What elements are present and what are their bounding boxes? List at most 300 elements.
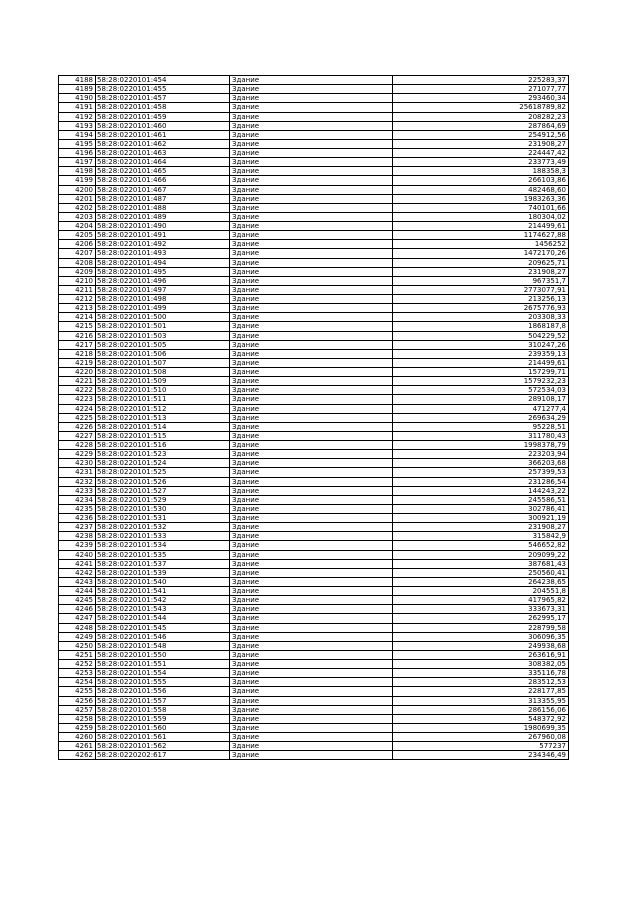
object-type-cell: Здание [230, 486, 393, 495]
cadastral-value-cell: 144243,22 [393, 486, 569, 495]
cadastral-value-cell: 250560,41 [393, 568, 569, 577]
cadastral-value-cell: 335116,78 [393, 669, 569, 678]
cadastral-value-cell: 239359,13 [393, 349, 569, 358]
cadastral-number-cell: 58:28:0220101:534 [96, 541, 230, 550]
row-number-cell: 4221 [59, 377, 96, 386]
cadastral-number-cell: 58:28:0220101:511 [96, 395, 230, 404]
cadastral-value-cell: 1174627,88 [393, 231, 569, 240]
cadastral-value-cell: 300921,19 [393, 514, 569, 523]
cadastral-number-cell: 58:28:0220101:523 [96, 450, 230, 459]
row-number-cell: 4206 [59, 240, 96, 249]
cadastral-number-cell: 58:28:0220101:541 [96, 587, 230, 596]
cadastral-value-cell: 257399,53 [393, 468, 569, 477]
table-row [59, 541, 569, 550]
table-row [59, 194, 569, 203]
cadastral-value-cell: 209099,22 [393, 550, 569, 559]
table-row [59, 167, 569, 176]
row-number-cell: 4252 [59, 660, 96, 669]
object-type-cell: Здание [230, 94, 393, 103]
cadastral-number-cell: 58:28:0220101:465 [96, 167, 230, 176]
cadastral-number-cell: 58:28:0220101:546 [96, 632, 230, 641]
cadastral-value-cell: 231908,27 [393, 523, 569, 532]
table-row [59, 441, 569, 450]
cadastral-value-cell: 271077,77 [393, 85, 569, 94]
object-type-cell: Здание [230, 468, 393, 477]
cadastral-number-cell: 58:28:0220101:506 [96, 349, 230, 358]
table-row [59, 176, 569, 185]
table-row [59, 705, 569, 714]
row-number-cell: 4262 [59, 751, 96, 760]
object-type-cell: Здание [230, 605, 393, 614]
cadastral-number-cell: 58:28:0220101:459 [96, 112, 230, 121]
cadastral-value-cell: 548372,92 [393, 714, 569, 723]
table-row [59, 295, 569, 304]
cadastral-value-cell: 504229,52 [393, 331, 569, 340]
cadastral-value-cell: 234346,49 [393, 751, 569, 760]
row-number-cell: 4230 [59, 459, 96, 468]
table-row [59, 468, 569, 477]
cadastral-number-cell: 58:28:0220101:561 [96, 733, 230, 742]
cadastral-number-cell: 58:28:0220101:532 [96, 523, 230, 532]
table-row [59, 222, 569, 231]
cadastral-value-cell: 967351,7 [393, 276, 569, 285]
object-type-cell: Здание [230, 678, 393, 687]
cadastral-number-cell: 58:28:0220101:562 [96, 742, 230, 751]
table-row [59, 377, 569, 386]
row-number-cell: 4196 [59, 149, 96, 158]
table-row [59, 605, 569, 614]
row-number-cell: 4246 [59, 605, 96, 614]
cadastral-number-cell: 58:28:0220101:555 [96, 678, 230, 687]
cadastral-value-cell: 157299,71 [393, 368, 569, 377]
table-row [59, 349, 569, 358]
object-type-cell: Здание [230, 285, 393, 294]
table-row [59, 495, 569, 504]
object-type-cell: Здание [230, 340, 393, 349]
cadastral-value-cell: 1579232,23 [393, 377, 569, 386]
cadastral-number-cell: 58:28:0220101:526 [96, 477, 230, 486]
table-row [59, 267, 569, 276]
cadastral-number-cell: 58:28:0220101:503 [96, 331, 230, 340]
cadastral-value-cell: 224447,42 [393, 149, 569, 158]
cadastral-value-cell: 313355,95 [393, 696, 569, 705]
table-row [59, 313, 569, 322]
data-table [58, 75, 569, 760]
object-type-cell: Здание [230, 149, 393, 158]
cadastral-number-cell: 58:28:0220101:539 [96, 568, 230, 577]
row-number-cell: 4242 [59, 568, 96, 577]
cadastral-number-cell: 58:28:0220101:499 [96, 304, 230, 313]
cadastral-value-cell: 577237 [393, 742, 569, 751]
object-type-cell: Здание [230, 532, 393, 541]
object-type-cell: Здание [230, 459, 393, 468]
cadastral-value-cell: 208282,23 [393, 112, 569, 121]
cadastral-value-cell: 254912,56 [393, 130, 569, 139]
cadastral-number-cell: 58:28:0220101:515 [96, 431, 230, 440]
object-type-cell: Здание [230, 733, 393, 742]
object-type-cell: Здание [230, 596, 393, 605]
table-row [59, 158, 569, 167]
object-type-cell: Здание [230, 559, 393, 568]
table-row [59, 723, 569, 732]
object-type-cell: Здание [230, 450, 393, 459]
table-row [59, 231, 569, 240]
table-row [59, 577, 569, 586]
cadastral-value-cell: 315842,9 [393, 532, 569, 541]
row-number-cell: 4244 [59, 587, 96, 596]
row-number-cell: 4200 [59, 185, 96, 194]
cadastral-value-cell: 2675776,93 [393, 304, 569, 313]
row-number-cell: 4254 [59, 678, 96, 687]
row-number-cell: 4250 [59, 641, 96, 650]
row-number-cell: 4261 [59, 742, 96, 751]
cadastral-value-cell: 245586,51 [393, 495, 569, 504]
object-type-cell: Здание [230, 313, 393, 322]
table-row [59, 431, 569, 440]
table-body [59, 76, 569, 760]
cadastral-number-cell: 58:28:0220101:505 [96, 340, 230, 349]
cadastral-number-cell: 58:28:0220101:463 [96, 149, 230, 158]
row-number-cell: 4228 [59, 441, 96, 450]
cadastral-value-cell: 267960,08 [393, 733, 569, 742]
cadastral-number-cell: 58:28:0220101:516 [96, 441, 230, 450]
object-type-cell: Здание [230, 623, 393, 632]
cadastral-value-cell: 310247,26 [393, 340, 569, 349]
object-type-cell: Здание [230, 358, 393, 367]
object-type-cell: Здание [230, 422, 393, 431]
cadastral-value-cell: 387681,43 [393, 559, 569, 568]
cadastral-number-cell: 58:28:0220101:467 [96, 185, 230, 194]
cadastral-value-cell: 95228,51 [393, 422, 569, 431]
cadastral-number-cell: 58:28:0220101:531 [96, 514, 230, 523]
cadastral-value-cell: 231908,27 [393, 267, 569, 276]
row-number-cell: 4207 [59, 249, 96, 258]
object-type-cell: Здание [230, 121, 393, 130]
table-row [59, 641, 569, 650]
table-row [59, 523, 569, 532]
object-type-cell: Здание [230, 742, 393, 751]
row-number-cell: 4202 [59, 203, 96, 212]
table-row [59, 413, 569, 422]
cadastral-value-cell: 289108,17 [393, 395, 569, 404]
object-type-cell: Здание [230, 669, 393, 678]
cadastral-value-cell: 311780,43 [393, 431, 569, 440]
object-type-cell: Здание [230, 514, 393, 523]
object-type-cell: Здание [230, 167, 393, 176]
table-row [59, 742, 569, 751]
object-type-cell: Здание [230, 85, 393, 94]
row-number-cell: 4234 [59, 495, 96, 504]
object-type-cell: Здание [230, 404, 393, 413]
table-row [59, 660, 569, 669]
object-type-cell: Здание [230, 632, 393, 641]
table-row [59, 751, 569, 760]
cadastral-number-cell: 58:28:0220101:490 [96, 222, 230, 231]
table-row [59, 614, 569, 623]
cadastral-number-cell: 58:28:0220101:508 [96, 368, 230, 377]
row-number-cell: 4189 [59, 85, 96, 94]
cadastral-value-cell: 214499,61 [393, 222, 569, 231]
cadastral-number-cell: 58:28:0220101:466 [96, 176, 230, 185]
cadastral-number-cell: 58:28:0220101:544 [96, 614, 230, 623]
row-number-cell: 4193 [59, 121, 96, 130]
object-type-cell: Здание [230, 541, 393, 550]
object-type-cell: Здание [230, 112, 393, 121]
cadastral-number-cell: 58:28:0220101:535 [96, 550, 230, 559]
cadastral-number-cell: 58:28:0220101:513 [96, 413, 230, 422]
row-number-cell: 4231 [59, 468, 96, 477]
object-type-cell: Здание [230, 523, 393, 532]
cadastral-value-cell: 209625,71 [393, 258, 569, 267]
row-number-cell: 4227 [59, 431, 96, 440]
object-type-cell: Здание [230, 322, 393, 331]
object-type-cell: Здание [230, 550, 393, 559]
object-type-cell: Здание [230, 76, 393, 85]
cadastral-number-cell: 58:28:0220101:524 [96, 459, 230, 468]
cadastral-value-cell: 417965,82 [393, 596, 569, 605]
row-number-cell: 4260 [59, 733, 96, 742]
object-type-cell: Здание [230, 395, 393, 404]
cadastral-number-cell: 58:28:0220101:494 [96, 258, 230, 267]
cadastral-value-cell: 308382,05 [393, 660, 569, 669]
object-type-cell: Здание [230, 139, 393, 148]
object-type-cell: Здание [230, 267, 393, 276]
row-number-cell: 4224 [59, 404, 96, 413]
cadastral-value-cell: 225283,37 [393, 76, 569, 85]
row-number-cell: 4197 [59, 158, 96, 167]
table-row [59, 623, 569, 632]
table-row [59, 368, 569, 377]
object-type-cell: Здание [230, 368, 393, 377]
row-number-cell: 4253 [59, 669, 96, 678]
object-type-cell: Здание [230, 614, 393, 623]
object-type-cell: Здание [230, 276, 393, 285]
table-row [59, 459, 569, 468]
cadastral-number-cell: 58:28:0220101:491 [96, 231, 230, 240]
object-type-cell: Здание [230, 568, 393, 577]
object-type-cell: Здание [230, 304, 393, 313]
cadastral-number-cell: 58:28:0220101:545 [96, 623, 230, 632]
object-type-cell: Здание [230, 222, 393, 231]
table-row [59, 568, 569, 577]
cadastral-number-cell: 58:28:0220101:551 [96, 660, 230, 669]
row-number-cell: 4209 [59, 267, 96, 276]
row-number-cell: 4210 [59, 276, 96, 285]
cadastral-value-cell: 269634,29 [393, 413, 569, 422]
row-number-cell: 4211 [59, 285, 96, 294]
object-type-cell: Здание [230, 185, 393, 194]
table-row [59, 185, 569, 194]
table-row [59, 139, 569, 148]
table-row [59, 650, 569, 659]
cadastral-value-cell: 231286,54 [393, 477, 569, 486]
table-row [59, 76, 569, 85]
cadastral-value-cell: 204551,8 [393, 587, 569, 596]
cadastral-value-cell: 546652,82 [393, 541, 569, 550]
object-type-cell: Здание [230, 696, 393, 705]
table-row [59, 358, 569, 367]
cadastral-value-cell: 203308,33 [393, 313, 569, 322]
row-number-cell: 4212 [59, 295, 96, 304]
cadastral-value-cell: 228177,85 [393, 687, 569, 696]
row-number-cell: 4208 [59, 258, 96, 267]
row-number-cell: 4215 [59, 322, 96, 331]
cadastral-number-cell: 58:28:0220101:525 [96, 468, 230, 477]
row-number-cell: 4248 [59, 623, 96, 632]
table-row [59, 203, 569, 212]
cadastral-number-cell: 58:28:0220202:617 [96, 751, 230, 760]
table-row [59, 632, 569, 641]
table-row [59, 714, 569, 723]
object-type-cell: Здание [230, 130, 393, 139]
object-type-cell: Здание [230, 714, 393, 723]
cadastral-value-cell: 263616,91 [393, 650, 569, 659]
cadastral-number-cell: 58:28:0220101:492 [96, 240, 230, 249]
cadastral-number-cell: 58:28:0220101:458 [96, 103, 230, 112]
table-row [59, 276, 569, 285]
cadastral-number-cell: 58:28:0220101:501 [96, 322, 230, 331]
table-row [59, 212, 569, 221]
cadastral-number-cell: 58:28:0220101:530 [96, 504, 230, 513]
object-type-cell: Здание [230, 212, 393, 221]
object-type-cell: Здание [230, 587, 393, 596]
row-number-cell: 4255 [59, 687, 96, 696]
row-number-cell: 4201 [59, 194, 96, 203]
cadastral-value-cell: 333673,31 [393, 605, 569, 614]
row-number-cell: 4258 [59, 714, 96, 723]
table-row [59, 340, 569, 349]
table-row [59, 121, 569, 130]
cadastral-value-cell: 228799,58 [393, 623, 569, 632]
cadastral-number-cell: 58:28:0220101:489 [96, 212, 230, 221]
row-number-cell: 4199 [59, 176, 96, 185]
table-row [59, 733, 569, 742]
row-number-cell: 4241 [59, 559, 96, 568]
row-number-cell: 4198 [59, 167, 96, 176]
table-row [59, 587, 569, 596]
table-row [59, 130, 569, 139]
cadastral-value-cell: 1998378,79 [393, 441, 569, 450]
object-type-cell: Здание [230, 577, 393, 586]
row-number-cell: 4237 [59, 523, 96, 532]
object-type-cell: Здание [230, 240, 393, 249]
cadastral-number-cell: 58:28:0220101:533 [96, 532, 230, 541]
row-number-cell: 4256 [59, 696, 96, 705]
cadastral-value-cell: 572534,03 [393, 386, 569, 395]
cadastral-number-cell: 58:28:0220101:540 [96, 577, 230, 586]
table-row [59, 404, 569, 413]
row-number-cell: 4188 [59, 76, 96, 85]
table-row [59, 477, 569, 486]
cadastral-number-cell: 58:28:0220101:514 [96, 422, 230, 431]
cadastral-value-cell: 286156,06 [393, 705, 569, 714]
row-number-cell: 4205 [59, 231, 96, 240]
object-type-cell: Здание [230, 504, 393, 513]
row-number-cell: 4239 [59, 541, 96, 550]
cadastral-value-cell: 1868187,8 [393, 322, 569, 331]
cadastral-number-cell: 58:28:0220101:498 [96, 295, 230, 304]
row-number-cell: 4259 [59, 723, 96, 732]
row-number-cell: 4194 [59, 130, 96, 139]
cadastral-number-cell: 58:28:0220101:454 [96, 76, 230, 85]
cadastral-number-cell: 58:28:0220101:488 [96, 203, 230, 212]
row-number-cell: 4218 [59, 349, 96, 358]
table-row [59, 669, 569, 678]
table-row [59, 249, 569, 258]
object-type-cell: Здание [230, 176, 393, 185]
row-number-cell: 4245 [59, 596, 96, 605]
cadastral-value-cell: 188358,3 [393, 167, 569, 176]
cadastral-number-cell: 58:28:0220101:512 [96, 404, 230, 413]
cadastral-number-cell: 58:28:0220101:497 [96, 285, 230, 294]
row-number-cell: 4219 [59, 358, 96, 367]
cadastral-number-cell: 58:28:0220101:460 [96, 121, 230, 130]
table-row [59, 94, 569, 103]
cadastral-number-cell: 58:28:0220101:496 [96, 276, 230, 285]
object-type-cell: Здание [230, 751, 393, 760]
cadastral-value-cell: 287864,69 [393, 121, 569, 130]
cadastral-value-cell: 180304,02 [393, 212, 569, 221]
table-row [59, 486, 569, 495]
cadastral-value-cell: 214499,61 [393, 358, 569, 367]
cadastral-value-cell: 482468,60 [393, 185, 569, 194]
row-number-cell: 4222 [59, 386, 96, 395]
cadastral-value-cell: 283512,53 [393, 678, 569, 687]
table-row [59, 149, 569, 158]
cadastral-number-cell: 58:28:0220101:510 [96, 386, 230, 395]
cadastral-number-cell: 58:28:0220101:509 [96, 377, 230, 386]
table-row [59, 504, 569, 513]
cadastral-number-cell: 58:28:0220101:500 [96, 313, 230, 322]
cadastral-value-cell: 740101,66 [393, 203, 569, 212]
row-number-cell: 4195 [59, 139, 96, 148]
object-type-cell: Здание [230, 495, 393, 504]
object-type-cell: Здание [230, 377, 393, 386]
table-row [59, 240, 569, 249]
row-number-cell: 4223 [59, 395, 96, 404]
cadastral-number-cell: 58:28:0220101:554 [96, 669, 230, 678]
row-number-cell: 4203 [59, 212, 96, 221]
cadastral-number-cell: 58:28:0220101:464 [96, 158, 230, 167]
cadastral-value-cell: 1983263,36 [393, 194, 569, 203]
row-number-cell: 4217 [59, 340, 96, 349]
cadastral-number-cell: 58:28:0220101:462 [96, 139, 230, 148]
cadastral-value-cell: 1456252 [393, 240, 569, 249]
table-row [59, 386, 569, 395]
row-number-cell: 4220 [59, 368, 96, 377]
cadastral-value-cell: 1472170,26 [393, 249, 569, 258]
row-number-cell: 4225 [59, 413, 96, 422]
row-number-cell: 4229 [59, 450, 96, 459]
object-type-cell: Здание [230, 441, 393, 450]
row-number-cell: 4192 [59, 112, 96, 121]
table-row [59, 687, 569, 696]
object-type-cell: Здание [230, 158, 393, 167]
cadastral-value-cell: 223203,94 [393, 450, 569, 459]
cadastral-number-cell: 58:28:0220101:487 [96, 194, 230, 203]
row-number-cell: 4213 [59, 304, 96, 313]
cadastral-number-cell: 58:28:0220101:461 [96, 130, 230, 139]
object-type-cell: Здание [230, 705, 393, 714]
row-number-cell: 4247 [59, 614, 96, 623]
cadastral-number-cell: 58:28:0220101:556 [96, 687, 230, 696]
cadastral-number-cell: 58:28:0220101:495 [96, 267, 230, 276]
row-number-cell: 4240 [59, 550, 96, 559]
cadastral-value-cell: 471277,4 [393, 404, 569, 413]
cadastral-value-cell: 306096,35 [393, 632, 569, 641]
cadastral-value-cell: 213256,13 [393, 295, 569, 304]
table-row [59, 696, 569, 705]
